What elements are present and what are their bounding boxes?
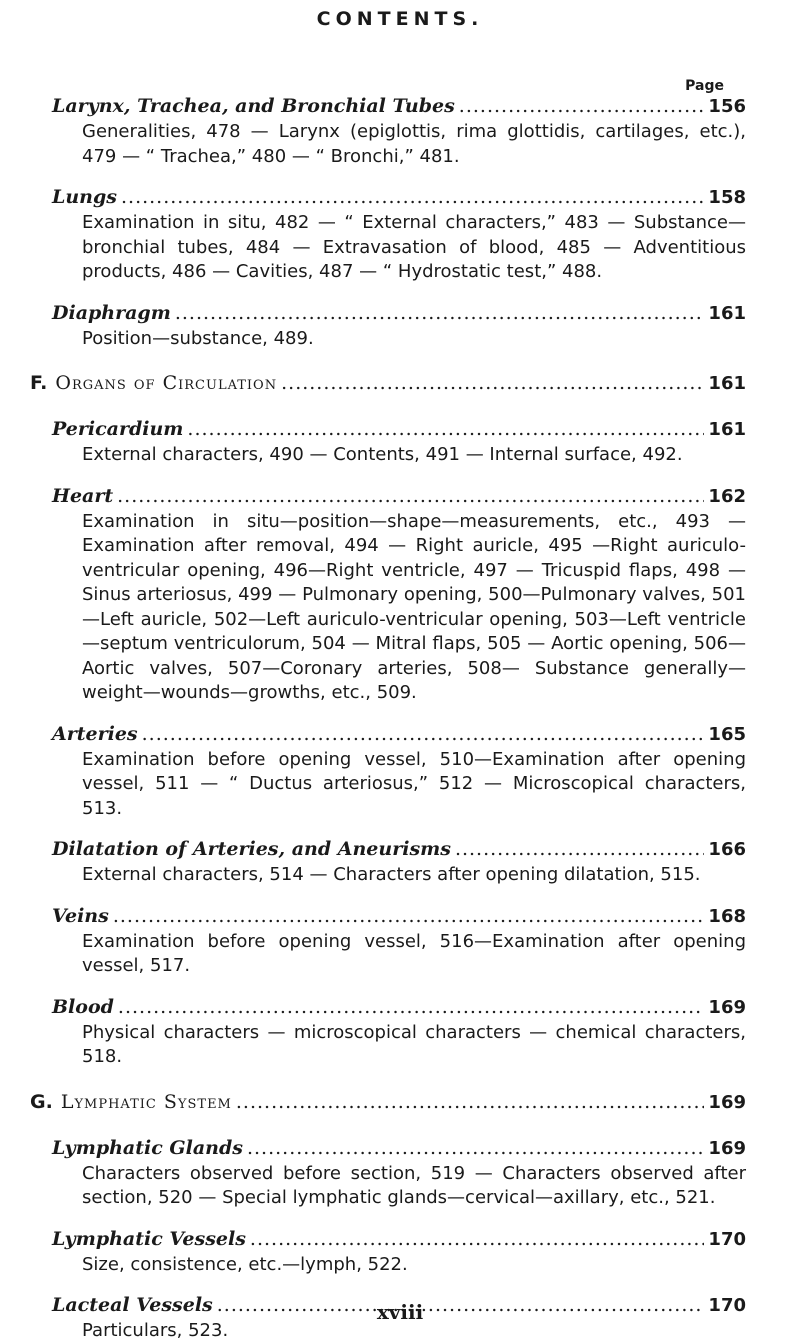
dot-leader: [187, 416, 704, 442]
entry-heading: [52, 721, 746, 748]
toc-entry: [30, 370, 746, 397]
entry-heading: [52, 994, 746, 1021]
entry-heading: [52, 93, 746, 120]
section-heading: [30, 370, 746, 397]
entry-page-number: 156: [708, 96, 746, 117]
entry-page-number: 169: [708, 1091, 746, 1113]
entry-description: Examination in situ—position—shape—measurements, etc., 493 — Examination after removal, 494 — Right auricle, 495 —Right auriculo-ventricular opening, 496—Right ventricle, 497 — Tricuspid flaps, 498 — Sinus arteriosus, 499 — Pulmonary opening, 500—Pulmonary valves, 501—Left auricle, 502—Left auriculo-ventricular opening, 503—Left ventricle —septum ventriculorum, 504 — Mitral flaps, 505 — Aortic opening, 506—Aortic valves, 507—Coronary arteries, 508— Substance generally—weight—wounds—growths, etc., 509.: [82, 510, 746, 703]
entry-title: Diaphragm: [52, 301, 171, 324]
entry-page-number: 165: [708, 723, 746, 745]
entry-title: Lacteal Vessels: [52, 1294, 213, 1316]
entry-title: Dilatation of Arteries, and Aneurisms: [52, 838, 451, 860]
toc-entry: [30, 1226, 746, 1278]
entry-page-number: 169: [708, 1137, 746, 1159]
page-column-label: Page: [685, 78, 724, 94]
toc-entry: [30, 93, 746, 169]
entry-page-number: 161: [708, 302, 746, 324]
entry-heading: [52, 416, 746, 443]
entry-description: Physical characters — microscopical characters — chemical characters, 518.: [82, 1021, 746, 1067]
toc-entry: [30, 416, 746, 468]
toc-entry: [30, 721, 746, 822]
entry-description: Size, consistence, etc.—lymph, 522.: [82, 1253, 408, 1275]
entry-description: Position—substance, 489.: [82, 327, 314, 349]
entry-description: Examination in situ, 482 — “ External characters,” 483 — Substance—bronchial tubes, 484 — Extravasation of blood, 485 — Adventitious products, 486 — Cavities, 487 — “ Hydrostatic test,” 488.: [82, 212, 746, 282]
toc-entry: [30, 1089, 746, 1116]
entry-page-number: 170: [708, 1295, 746, 1316]
entry-heading: [52, 836, 746, 863]
dot-leader: [455, 836, 704, 862]
entry-page-number: 166: [708, 839, 746, 860]
entry-title: Arteries: [52, 722, 138, 745]
dot-leader: [250, 1226, 705, 1252]
entry-heading: [52, 1226, 746, 1253]
entry-heading: [52, 300, 746, 327]
dot-leader: [118, 994, 705, 1020]
entry-description: External characters, 490 — Contents, 491 — Internal surface, 492.: [82, 444, 683, 465]
dot-leader: [175, 300, 705, 326]
entry-page-number: 162: [708, 485, 746, 507]
entry-heading: [52, 483, 746, 510]
entry-description: Characters observed before section, 519 — Characters observed after section, 520 — Special lymphatic glands—cervical—axillary, etc., 521.: [82, 1162, 746, 1208]
dot-leader: [236, 1089, 705, 1115]
toc-entry: [30, 994, 746, 1070]
table-of-contents: [30, 93, 746, 1344]
entry-title: Lungs: [52, 186, 117, 208]
entry-heading: [52, 184, 746, 211]
entry-heading: [52, 1135, 746, 1162]
dot-leader: [281, 370, 704, 396]
entry-heading: [52, 903, 746, 930]
toc-entry: [30, 300, 746, 352]
entry-page-number: 161: [708, 373, 746, 394]
entry-title: Lymphatic System: [60, 1090, 232, 1113]
dot-leader: [247, 1135, 704, 1161]
toc-entry: [30, 903, 746, 979]
dot-leader: [121, 184, 704, 210]
toc-entry: [30, 184, 746, 285]
entry-title: Organs of Circulation: [55, 372, 278, 394]
page-header: CONTENTS.: [316, 8, 484, 30]
entry-page-number: 169: [708, 996, 746, 1018]
entry-title: Heart: [52, 484, 114, 507]
entry-description: Particulars, 523.: [82, 1320, 229, 1341]
toc-entry: [30, 836, 746, 888]
section-letter: G.: [30, 1090, 53, 1113]
entry-description: Examination before opening vessel, 510—Examination after opening vessel, 511 — “ Ductus arteriosus,” 512 — Microscopical characters, 513.: [82, 748, 746, 819]
entry-page-number: 170: [708, 1228, 746, 1250]
dot-leader: [142, 721, 705, 747]
entry-page-number: 168: [708, 905, 746, 927]
dot-leader: [117, 483, 704, 509]
entry-title: Larynx, Trachea, and Bronchial Tubes: [52, 95, 455, 117]
entry-description: Generalities, 478 — Larynx (epiglottis, rima glottidis, cartilages, etc.), 479 — “ Trachea,” 480 — “ Bronchi,” 481.: [82, 121, 746, 167]
entry-title: Lymphatic Glands: [52, 1136, 243, 1159]
entry-title: Veins: [52, 904, 109, 927]
entry-title: Blood: [52, 995, 114, 1018]
section-letter: F.: [30, 372, 48, 394]
entry-page-number: 161: [708, 419, 746, 440]
toc-entry: [30, 1135, 746, 1211]
section-heading: [30, 1089, 746, 1116]
entry-page-number: 158: [708, 187, 746, 208]
entry-title: Lymphatic Vessels: [52, 1227, 246, 1250]
entry-title: Pericardium: [52, 418, 184, 440]
toc-entry: [30, 483, 746, 706]
dot-leader: [459, 93, 705, 119]
page-number: xviii: [376, 1300, 424, 1324]
entry-description: Examination before opening vessel, 516—Examination after opening vessel, 517.: [82, 930, 746, 976]
entry-description: External characters, 514 — Characters after opening dilatation, 515.: [82, 864, 701, 885]
dot-leader: [113, 903, 705, 929]
